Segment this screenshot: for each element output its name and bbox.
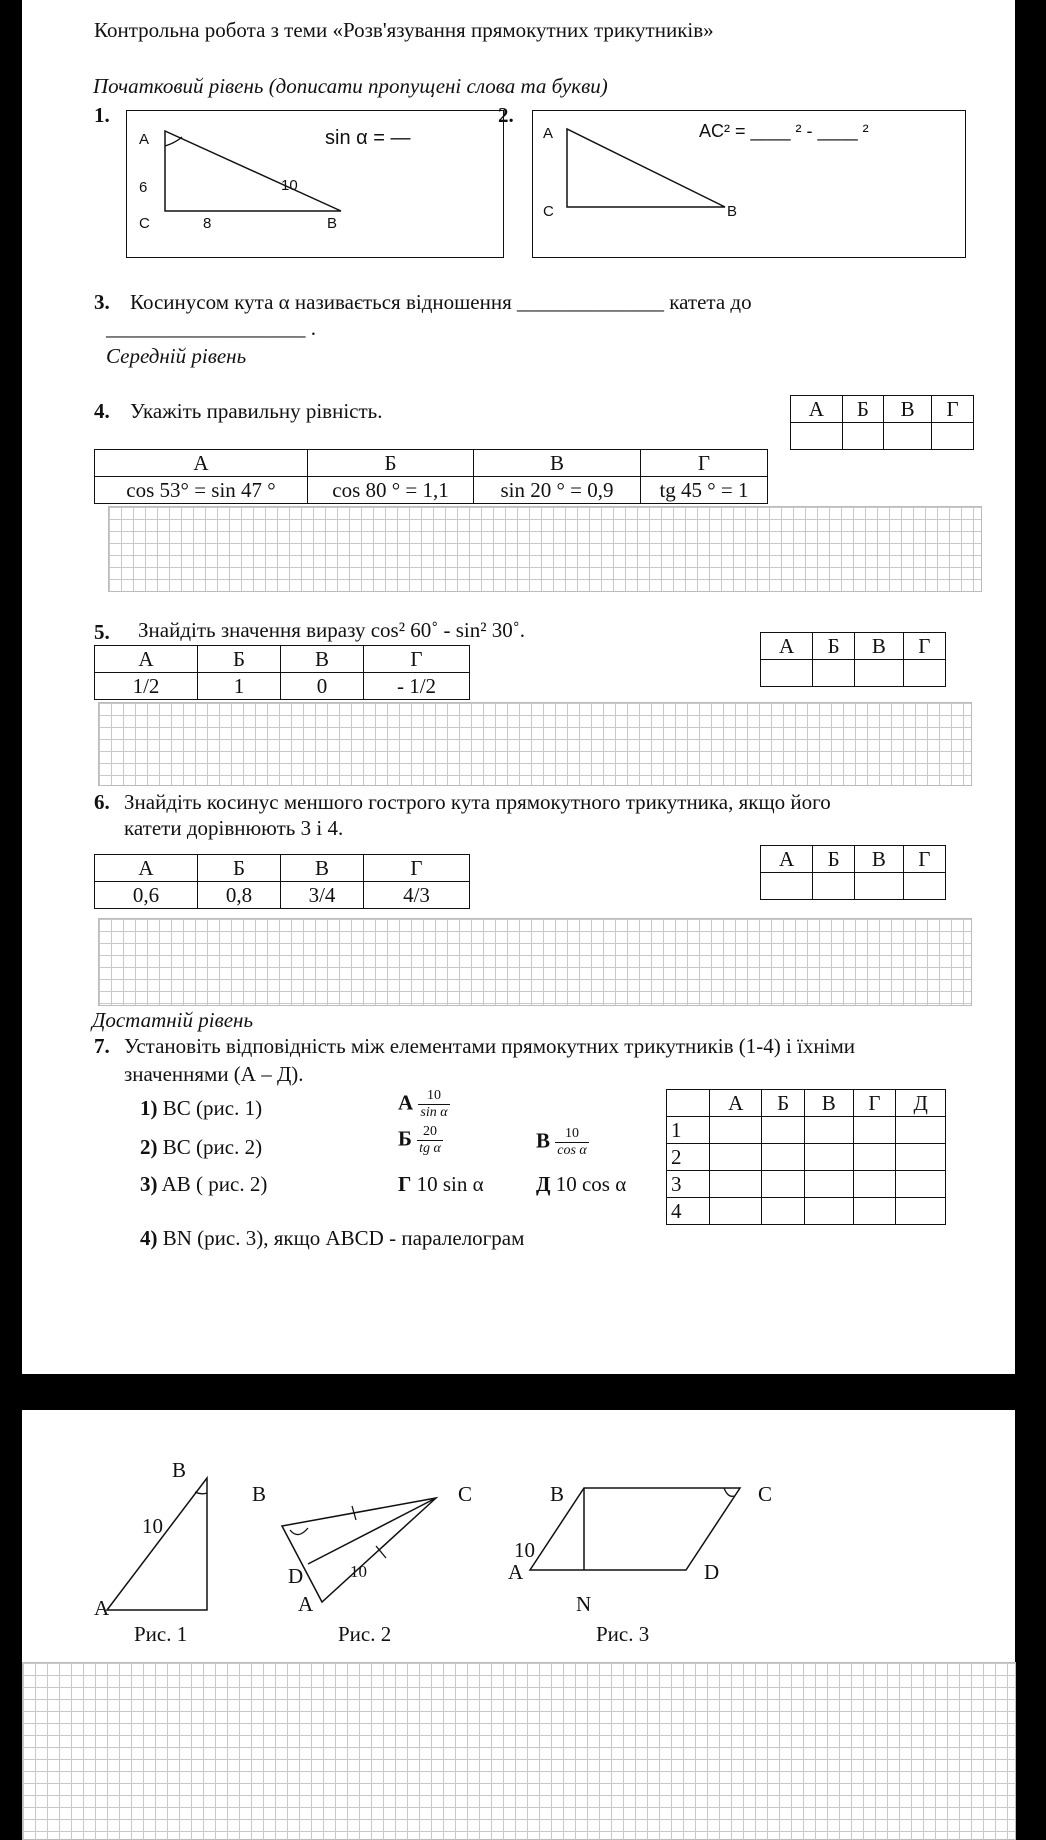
q7-answer-b: Б $\frac{20}{\text{tg α}}$	[398, 1124, 441, 1156]
q7-grid-cell[interactable]	[762, 1117, 804, 1144]
page-title: Контрольна робота з теми «Розв'язування прямокутних трикутників»	[94, 18, 714, 42]
fig3-label-side: 10	[514, 1538, 535, 1562]
q4-answer-cell[interactable]	[932, 423, 974, 450]
q2-figure-box	[532, 110, 966, 258]
q1-label-a: A	[139, 131, 150, 148]
q7-grid-cell[interactable]	[804, 1117, 853, 1144]
q6-option-b: 0,8	[198, 882, 281, 909]
q6-answer-head: А	[761, 846, 813, 873]
q5-work-grid[interactable]	[98, 702, 972, 786]
q7-grid-head: Г	[853, 1090, 896, 1117]
q7-grid-cell[interactable]	[853, 1117, 896, 1144]
q6-answer-head: Г	[903, 846, 945, 873]
q5-option-v: 0	[281, 673, 364, 700]
q5-answer-cell[interactable]	[855, 660, 903, 687]
q7-grid-cell[interactable]	[762, 1198, 804, 1225]
q7-item-1: 1) BC (рис. 1)	[140, 1096, 263, 1120]
q7-item-2: 2) BC (рис. 2)	[140, 1135, 263, 1159]
q5-answer-head: В	[855, 633, 903, 660]
q5-answer-cell[interactable]	[813, 660, 855, 687]
q7-grid-cell[interactable]	[710, 1198, 762, 1225]
q1-formula: sin α = —	[325, 127, 411, 149]
q5-option-a: 1/2	[95, 673, 198, 700]
q7-text: Установіть відповідність між елементами прямокутних трикутників (1-4) і їхніми	[124, 1034, 855, 1058]
q7-answer-grid	[666, 1089, 946, 1225]
q5-answer-cell[interactable]	[903, 660, 945, 687]
q7-answer-a: А $\frac{10}{\text{sin α}}$	[398, 1088, 448, 1120]
q6-options-table	[94, 854, 470, 909]
q5-number: 5.	[94, 620, 110, 644]
q5-option-head: Б	[198, 646, 281, 673]
q1-label-side-cb: 8	[203, 215, 212, 232]
q6-answer-cell[interactable]	[855, 873, 903, 900]
q7-grid-row-label: 4	[667, 1198, 710, 1225]
q4-answer-cell[interactable]	[791, 423, 843, 450]
fig3-label-d: D	[704, 1560, 720, 1584]
q5-answer-table	[760, 632, 946, 687]
q4-number: 4.	[94, 399, 110, 423]
q1-label-c: C	[139, 215, 150, 232]
q2-label-c: C	[543, 203, 554, 220]
q4-answer-table	[790, 395, 974, 450]
q6-option-head: В	[281, 855, 364, 882]
q4-option-a: cos 53° = sin 47 °	[95, 477, 308, 504]
fig2-label-a: A	[298, 1592, 314, 1616]
figure-1-triangle	[92, 1460, 272, 1640]
q7-answer-g: Г 10 sin α	[398, 1172, 484, 1196]
q7-answer-d: Д 10 cos α	[536, 1172, 627, 1196]
q5-option-g: - 1/2	[364, 673, 470, 700]
q6-answer-cell[interactable]	[761, 873, 813, 900]
q4-option-b: cos 80 ° = 1,1	[308, 477, 474, 504]
q7-grid-cell[interactable]	[762, 1144, 804, 1171]
fig2-label-b: B	[252, 1482, 267, 1506]
q7-grid-cell[interactable]	[896, 1144, 946, 1171]
q7-grid-head: В	[804, 1090, 853, 1117]
q4-answer-head: Г	[932, 396, 974, 423]
q5-option-head: Г	[364, 646, 470, 673]
q7-grid-cell[interactable]	[710, 1171, 762, 1198]
q5-text: Знайдіть значення виразу cos² 60˚ - sin² 30˚.	[138, 618, 526, 642]
page-2	[22, 1410, 1015, 1840]
q3-number: 3.	[94, 290, 110, 314]
q1-label-side-ac: 6	[139, 179, 148, 196]
q7-grid-head: Б	[762, 1090, 804, 1117]
q2-number: 2.	[498, 103, 514, 127]
q4-answer-cell[interactable]	[884, 423, 932, 450]
q7-grid-head: А	[710, 1090, 762, 1117]
q7-grid-row-label: 1	[667, 1117, 710, 1144]
q7-grid-cell[interactable]	[804, 1171, 853, 1198]
q2-label-a: A	[543, 125, 554, 142]
q6-answer-table	[760, 845, 946, 900]
q5-option-head: В	[281, 646, 364, 673]
q6-option-g: 4/3	[364, 882, 470, 909]
q7-grid-cell[interactable]	[710, 1117, 762, 1144]
level-initial-heading: Початковий рівень (дописати пропущені слова та букви)	[93, 74, 608, 98]
q5-answer-head: Г	[903, 633, 945, 660]
q4-work-grid[interactable]	[108, 506, 982, 592]
q7-answer-v: В $\frac{10}{\text{cos α}}$	[536, 1126, 587, 1158]
fig1-label-side: 10	[142, 1514, 163, 1538]
q7-grid-head: Д	[896, 1090, 946, 1117]
q4-option-v: sin 20 ° = 0,9	[474, 477, 641, 504]
q4-answer-cell[interactable]	[842, 423, 884, 450]
q6-number: 6.	[94, 790, 110, 814]
q6-option-head: Б	[198, 855, 281, 882]
q7-grid-corner	[667, 1090, 710, 1117]
q5-answer-head: Б	[813, 633, 855, 660]
q7-grid-cell[interactable]	[710, 1144, 762, 1171]
fig3-caption: Рис. 3	[596, 1622, 650, 1646]
fig3-label-c: C	[758, 1482, 773, 1506]
page-1	[22, 0, 1015, 1374]
q7-grid-cell[interactable]	[896, 1117, 946, 1144]
q4-answer-head: Б	[842, 396, 884, 423]
q7-grid-cell[interactable]	[896, 1171, 946, 1198]
q4-option-g: tg 45 ° = 1	[641, 477, 768, 504]
q4-option-head: Б	[308, 450, 474, 477]
q4-answer-head: В	[884, 396, 932, 423]
q6-answer-head: В	[855, 846, 903, 873]
q7-grid-cell[interactable]	[896, 1198, 946, 1225]
q6-answer-cell[interactable]	[813, 873, 855, 900]
q7-line2: значеннями (А – Д).	[124, 1062, 304, 1086]
q6-text: Знайдіть косинус меншого гострого кута прямокутного трикутника, якщо його	[124, 790, 831, 814]
fig1-caption: Рис. 1	[134, 1622, 188, 1646]
q5-option-b: 1	[198, 673, 281, 700]
fig3-label-b: B	[550, 1482, 565, 1506]
q1-figure-box	[126, 110, 504, 258]
q4-text: Укажіть правильну рівність.	[130, 399, 383, 423]
fig1-label-b: B	[172, 1458, 187, 1482]
q7-grid-cell[interactable]	[853, 1198, 896, 1225]
q2-label-b: B	[727, 203, 738, 220]
level-middle-heading: Середній рівень	[106, 344, 247, 368]
level-sufficient-heading: Достатній рівень	[92, 1008, 254, 1032]
q7-item-3: 3) AB ( рис. 2)	[140, 1172, 268, 1196]
q7-number: 7.	[94, 1034, 110, 1058]
fig2-label-c: C	[458, 1482, 473, 1506]
q1-label-side-ab: 10	[281, 177, 298, 194]
page2-work-grid[interactable]	[22, 1662, 1016, 1840]
fig3-label-n: N	[576, 1592, 592, 1616]
figure-2-triangle	[262, 1460, 462, 1640]
q5-answer-cell[interactable]	[761, 660, 813, 687]
fig2-label-d: D	[288, 1564, 304, 1588]
q7-grid-cell[interactable]	[853, 1171, 896, 1198]
q1-label-b: B	[327, 215, 338, 232]
q6-option-a: 0,6	[95, 882, 198, 909]
q4-answer-head: А	[791, 396, 843, 423]
q7-grid-cell[interactable]	[853, 1144, 896, 1171]
q1-triangle	[127, 111, 503, 257]
q6-line2: катети дорівнюють 3 і 4.	[124, 816, 344, 840]
fig2-caption: Рис. 2	[338, 1622, 392, 1646]
fig1-label-a: A	[94, 1596, 110, 1620]
q5-options-table	[94, 645, 470, 700]
q6-option-head: Г	[364, 855, 470, 882]
q6-answer-cell[interactable]	[903, 873, 945, 900]
q7-grid-row-label: 2	[667, 1144, 710, 1171]
q7-item-4: 4) BN (рис. 3), якщо ABCD - паралелограм	[140, 1226, 525, 1250]
q4-option-head: Г	[641, 450, 768, 477]
q7-grid-cell[interactable]	[762, 1171, 804, 1198]
q2-formula: AC² = ____ ² - ____ ²	[699, 121, 869, 141]
q3-line2: ___________________ .	[106, 316, 316, 340]
fig2-label-side: 10	[350, 1562, 367, 1581]
q6-answer-head: Б	[813, 846, 855, 873]
q4-options-table	[94, 449, 768, 504]
q7-grid-row-label: 3	[667, 1171, 710, 1198]
q6-work-grid[interactable]	[98, 918, 972, 1006]
q1-number: 1.	[94, 103, 110, 127]
fig3-label-a: A	[508, 1560, 524, 1584]
q5-answer-head: А	[761, 633, 813, 660]
q4-option-head: В	[474, 450, 641, 477]
q6-option-v: 3/4	[281, 882, 364, 909]
q7-grid-cell[interactable]	[804, 1144, 853, 1171]
q6-option-head: А	[95, 855, 198, 882]
q5-option-head: А	[95, 646, 198, 673]
q7-grid-cell[interactable]	[804, 1198, 853, 1225]
q4-option-head: А	[95, 450, 308, 477]
q3-text: Косинусом кута α називається відношення ______________ катета до	[130, 290, 752, 314]
